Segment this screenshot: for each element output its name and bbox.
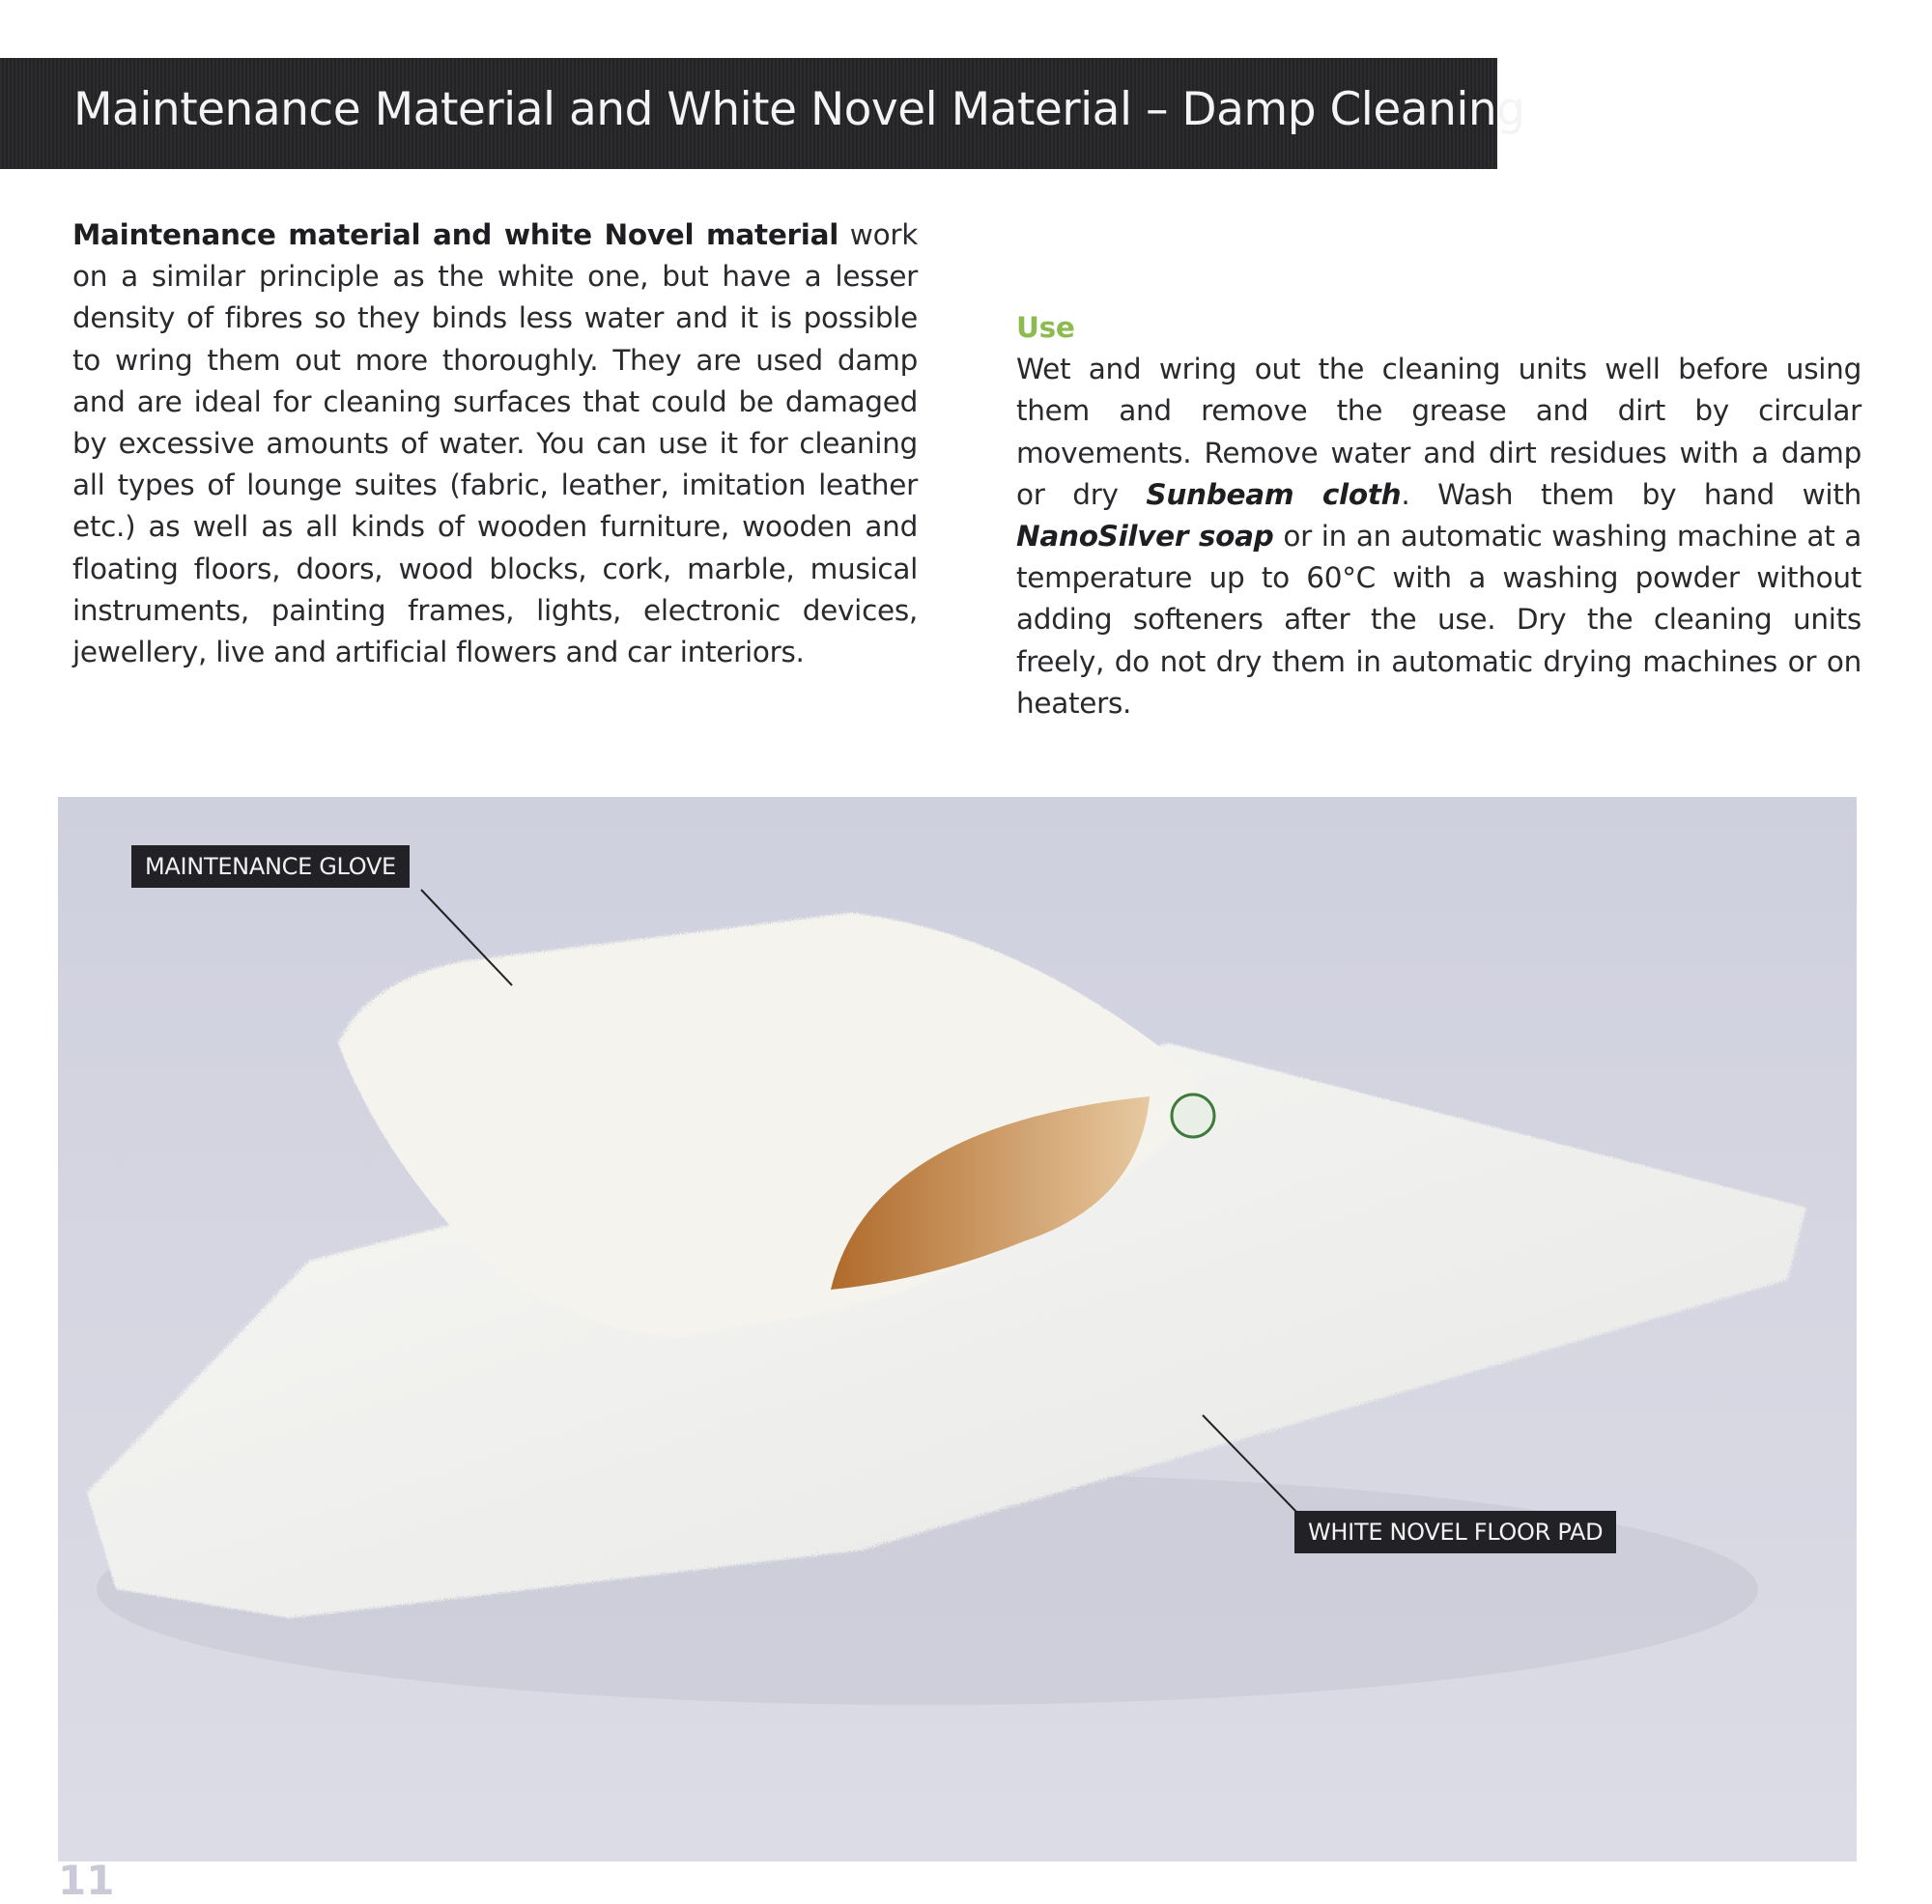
use-section	[1016, 307, 1861, 725]
product-illustration	[58, 797, 1857, 1861]
title-bar	[0, 58, 1525, 169]
intro-lead: Maintenance material and white Novel material	[72, 218, 839, 251]
product-photo	[58, 797, 1857, 1861]
use-text-1: Wet and wring out the cleaning units well before using them and remove the grease and dirt by circular movements. Remove water and dirt residues with a damp or dry	[1016, 353, 1861, 511]
use-text-3: or in an automatic washing machine at a temperature up to 60°C with a washing powder without adding softeners after the use. Dry the cleaning units freely, do not dry them in automatic drying machines or on heaters.	[1016, 520, 1861, 720]
intro-paragraph	[72, 214, 918, 673]
label-tag-icon	[1172, 1094, 1214, 1137]
label-maintenance-glove: MAINTENANCE GLOVE	[131, 845, 410, 888]
product-sunbeam-cloth: Sunbeam cloth	[1146, 477, 1402, 511]
use-text-2: . Wash them by hand with	[1401, 477, 1861, 511]
page-title: Maintenance Material and White Novel Material – Damp Cleaning	[73, 83, 1525, 136]
label-white-novel-floor-pad: WHITE NOVEL FLOOR PAD	[1294, 1511, 1616, 1553]
product-nanosilver-soap: NanoSilver soap	[1016, 520, 1274, 554]
page-number: 11	[58, 1857, 115, 1904]
use-heading: Use	[1016, 311, 1075, 344]
intro-text: work on a similar principle as the white one, but have a lesser density of fibres so they binds less water and it is possible to wring them out more thoroughly. They are used damp and are ideal for cleaning surfaces that could be damaged by excessive amounts of water. You can use it for cleaning all types of lounge suites (fabric, leather, imitation leather etc.) as well as all kinds of wooden furniture, wooden and floating floors, doors, wood blocks, cork, marble, musical instruments, painting frames, lights, electronic devices, jewellery, live and artificial flowers and car interiors.	[72, 218, 918, 669]
